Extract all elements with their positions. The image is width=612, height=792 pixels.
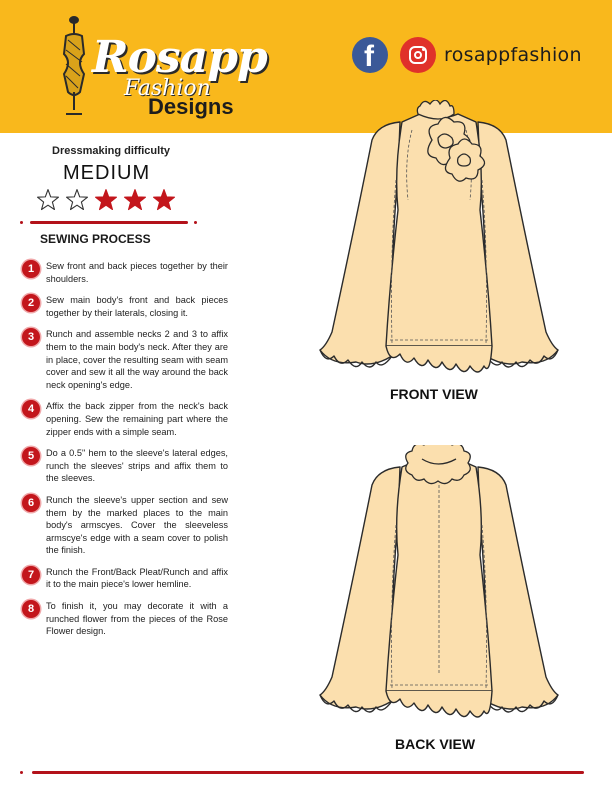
- step-number: 4: [22, 400, 40, 418]
- brand-logo: [54, 14, 267, 124]
- sewing-steps: [22, 260, 228, 647]
- difficulty-label: Dressmaking difficulty: [52, 145, 170, 157]
- logo-wordmark: Rosapp: [92, 32, 267, 83]
- star-filled-icon: [94, 188, 118, 212]
- step-item: [22, 494, 228, 557]
- dress-front-illustration: [312, 100, 566, 378]
- social-handle[interactable]: rosappfashion: [444, 44, 582, 66]
- star-empty-icon: [36, 188, 60, 212]
- step-item: [22, 566, 228, 591]
- divider-line: [30, 221, 188, 224]
- sewing-title: SEWING PROCESS: [40, 232, 151, 246]
- step-item: [22, 294, 228, 319]
- step-item: [22, 328, 228, 391]
- footer-dot: [20, 771, 23, 774]
- step-number: 8: [22, 600, 40, 618]
- step-item: [22, 400, 228, 438]
- step-text: Runch the sleeve's upper section and sew them by the marked places to the main body's armscyes. Cover the sleeveless armscye's edge with a seam cover to polish the finish.: [46, 494, 228, 556]
- star-empty-icon: [65, 188, 89, 212]
- step-number: 7: [22, 566, 40, 584]
- logo-designs: Designs: [148, 94, 234, 119]
- step-text: Sew main body's front and back pieces together by their laterals, closing it.: [46, 295, 228, 318]
- step-item: [22, 447, 228, 485]
- front-view-label: FRONT VIEW: [390, 386, 478, 402]
- difficulty-level: MEDIUM: [63, 162, 151, 184]
- step-item: [22, 260, 228, 285]
- step-number: 6: [22, 494, 40, 512]
- dress-back-illustration: [312, 445, 566, 725]
- difficulty-stars: [36, 188, 181, 212]
- facebook-icon[interactable]: f: [352, 37, 388, 73]
- step-text: To finish it, you may decorate it with a runched flower from the pieces of the Rose Flower design.: [46, 601, 228, 637]
- divider-dot: [194, 221, 197, 224]
- back-view-label: BACK VIEW: [395, 736, 476, 752]
- footer-line: [32, 771, 584, 774]
- step-text: Sew front and back pieces together by their shoulders.: [46, 261, 228, 284]
- divider-dot: [20, 221, 23, 224]
- instagram-icon[interactable]: [400, 37, 436, 73]
- step-number: 5: [22, 447, 40, 465]
- step-number: 3: [22, 328, 40, 346]
- step-text: Runch the Front/Back Pleat/Runch and affix it to the main piece's lower hemline.: [46, 566, 228, 590]
- step-number: 2: [22, 294, 40, 312]
- star-filled-icon: [152, 188, 176, 212]
- step-text: Do a 0.5" hem to the sleeve's lateral edges, runch the sleeves' strips and affix them to the sleeves.: [46, 448, 228, 484]
- step-number: 1: [22, 260, 40, 278]
- logo-subtitle: Fashion: [124, 76, 211, 101]
- step-text: Affix the back zipper from the neck's back opening. Sew the remaining part where the zipper ends with a simple seam.: [46, 401, 228, 437]
- step-item: [22, 600, 228, 638]
- step-text: Runch and assemble necks 2 and 3 to affix them to the main body's neck. After they are in place, cover the resulting seam with seam cover and sew it all the way around the back neck opening's edge.: [46, 329, 228, 390]
- social-links: [352, 36, 582, 74]
- star-filled-icon: [123, 188, 147, 212]
